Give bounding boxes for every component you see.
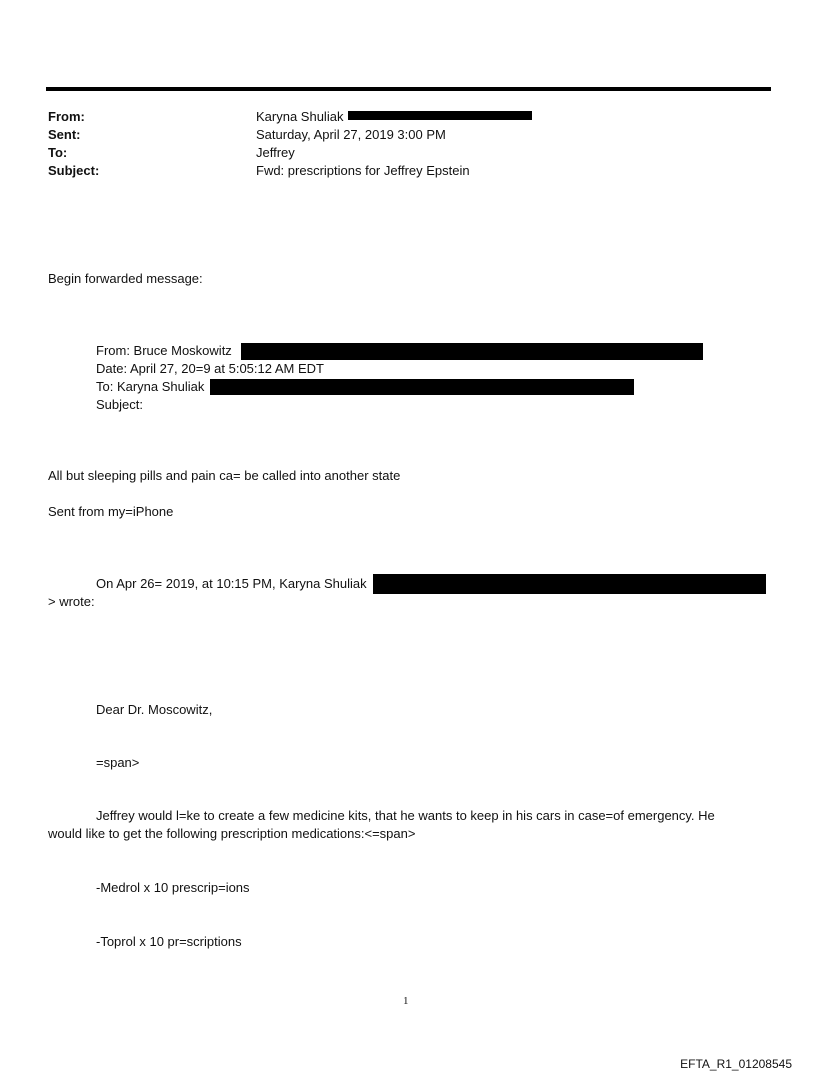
on-date-wrote-line: On Apr 26= 2019, at 10:15 PM, Karyna Shuliak bbox=[96, 576, 367, 591]
bates-number: EFTA_R1_01208545 bbox=[680, 1057, 792, 1071]
list-item-medrol: -Medrol x 10 prescrip=ions bbox=[96, 880, 250, 895]
to-value: Jeffrey bbox=[256, 145, 295, 160]
sent-value: Saturday, April 27, 2019 3:00 PM bbox=[256, 127, 446, 142]
forwarded-date: Date: April 27, 20=9 at 5:05:12 AM EDT bbox=[96, 361, 324, 376]
subject-label: Subject: bbox=[48, 163, 100, 178]
to-label: To: bbox=[48, 145, 68, 160]
span-artifact: =span> bbox=[96, 755, 140, 770]
header-rule bbox=[46, 87, 771, 91]
wrote-text: > wrote: bbox=[48, 594, 95, 609]
paragraph-line-1: Jeffrey would l=ke to create a few medicine kits, that he wants to keep in his cars in case=of emergency. He bbox=[96, 808, 715, 823]
forwarded-to: To: Karyna Shuliak bbox=[96, 379, 205, 394]
sent-from-text: Sent from my=iPhone bbox=[48, 504, 174, 519]
paragraph-line-2: would like to get the following prescription medications:<=span> bbox=[48, 826, 416, 841]
forwarded-subject: Subject: bbox=[96, 397, 143, 412]
redaction-fwd-to bbox=[210, 379, 634, 395]
subject-value: Fwd: prescriptions for Jeffrey Epstein bbox=[256, 163, 470, 178]
from-value: Karyna Shuliak bbox=[256, 109, 344, 124]
redaction-quoted-email bbox=[373, 574, 766, 594]
redaction-from-email bbox=[348, 111, 532, 120]
page-number: 1 bbox=[403, 995, 409, 1007]
redaction-fwd-from bbox=[241, 343, 703, 360]
list-item-toprol: -Toprol x 10 pr=scriptions bbox=[96, 934, 242, 949]
salutation: Dear Dr. Moscowitz, bbox=[96, 702, 213, 717]
from-label: From: bbox=[48, 109, 85, 124]
forwarded-from: From: Bruce Moskowitz bbox=[96, 343, 232, 358]
sent-label: Sent: bbox=[48, 127, 81, 142]
begin-forwarded-text: Begin forwarded message: bbox=[48, 271, 203, 286]
reply-text: All but sleeping pills and pain ca= be called into another state bbox=[48, 468, 401, 483]
